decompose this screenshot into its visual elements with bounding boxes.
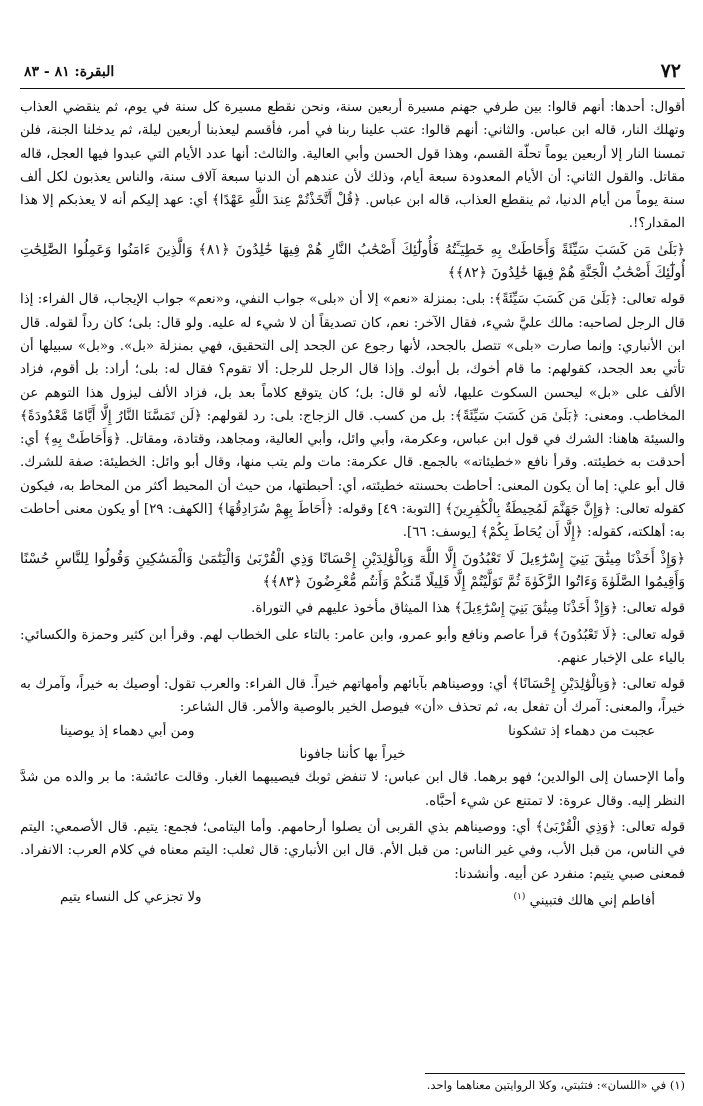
- poem-hemistich-right: عجبت من دهماء إذ تشكونا: [508, 723, 655, 739]
- page-header: [20, 58, 685, 89]
- page-number: ٧٢: [660, 60, 681, 82]
- paragraph-intro: أقوال: أحدها: أنهم قالوا: بين طرفي جهنم مسيرة أربعين سنة، ونحن نقطع مسيرة كل سنة في يوم، ثم ينقضي العذاب وتهلك النار، قاله ابن عباس. والثاني: أنهم قالوا: عتب علينا ربنا في أمر، فأقسم ليعذبنا أربعين ليلة، ثم يدخلنا الجنة، فلن تمسنا النار إلا أربعين يوماً تحلّة القسم، وهذا قول الحسن وأبي العالية. والثالث: أنها عدد الأيام التي عبدوا فيها العجل، قاله مقاتل. والقول الثاني: أن الأيام المعدودة سبعة أيام، وذلك لأن عندهم أن الدنيا سبعة آلاف سنة، والناس يعذبون لكل ألف سنة يوماً من أيام الدنيا، ثم ينقطع العذاب، قاله ابن عباس. ﴿قُلْ أَتَّخَذْتُمْ عِندَ اللَّهِ عَهْدًا﴾ أي: عهد إليكم أنه لا يعذبكم إلا هذا المقدار؟!.: [20, 100, 685, 232]
- paragraph-mithaq: قوله تعالى: ﴿وَإِذْ أَخَذْنَا مِيثَٰقَ بَنِيٓ إِسْرَٰٓءِيلَ﴾ هذا الميثاق مأخوذ عليهم في التوراة.: [251, 601, 685, 617]
- paragraph-la-tabuduna: قوله تعالى: ﴿لَا تَعْبُدُونَ﴾ قرأ عاصم ونافع وأبو عمرو، وابن عامر: بالتاء على الخطاب لهم. وقرأ ابن كثير وحمزة والكسائي: بالياء على الإخبار عنهم.: [20, 627, 685, 666]
- footnote-divider: [425, 1073, 685, 1074]
- poem-verse-2: خيراً بها كأننا جافونا: [299, 747, 406, 763]
- footnote: (١) في «اللسان»: فتثبتي، وكلا الروايتين معناهما واحد.: [426, 1078, 685, 1092]
- poem-verse-1: [20, 720, 685, 743]
- running-head: البقرة: ٨١ - ٨٣: [24, 64, 115, 80]
- poem-text: أفاطم إني هالك فتبيني: [529, 893, 655, 909]
- poem-hemistich-left: ومن أبي دهماء إذ يوصينا: [60, 723, 195, 739]
- body-text: [20, 96, 685, 913]
- poem-verse-3: [20, 886, 685, 913]
- paragraph-walidayn: قوله تعالى: ﴿وَبِالْوَٰلِدَيْنِ إِحْسَانًا﴾ أي: ووصيناهم بآبائهم وأمهاتهم خيراً. قال الفراء: والعرب تقول: أوصيك به خيراً، وآمرك به خيراً، والمعنى: آمرك أن تفعل به، ثم تحذف «أن» فيوصل الخير بالوصية والأمر. قال الشاعر:: [20, 677, 685, 716]
- footnote-marker: (١): [513, 891, 526, 902]
- poem-hemistich-left: ولا تجزعي كل النساء يتيم: [60, 889, 202, 905]
- quran-verse-81-82: ﴿بَلَىٰ مَن كَسَبَ سَيِّئَةً وَأَحَاطَتْ بِهِ خَطِيٓـَٔتُهُ فَأُولَٰٓئِكَ أَصْحَٰبُ النَّارِ هُمْ فِيهَا خَٰلِدُونَ ﴿٨١﴾ وَالَّذِينَ ءَامَنُوا وَعَمِلُوا الصَّٰلِحَٰتِ أُولَٰٓئِكَ أَصْحَٰبُ الْجَنَّةِ هُمْ فِيهَا خَٰلِدُونَ ﴿٨٢﴾﴾: [20, 241, 686, 282]
- poem-hemistich-right: [513, 886, 655, 913]
- quran-verse-83: ﴿وَإِذْ أَخَذْنَا مِيثَٰقَ بَنِيٓ إِسْرَٰٓءِيلَ لَا تَعْبُدُونَ إِلَّا اللَّهَ وَبِالْوَٰلِدَيْنِ إِحْسَانًا وَذِي الْقُرْبَىٰ وَالْيَتَٰمَىٰ وَالْمَسَٰكِينِ وَقُولُوا لِلنَّاسِ حُسْنًا وَأَقِيمُوا الصَّلَوٰةَ وَءَاتُوا الزَّكَوٰةَ ثُمَّ تَوَلَّيْتُمْ إِلَّا قَلِيلًا مِّنكُمْ وَأَنتُم مُّعْرِضُونَ ﴿٨٣﴾﴾: [20, 550, 685, 590]
- book-page: [20, 0, 685, 1106]
- paragraph-qurba: قوله تعالى: ﴿وَذِي الْقُرْبَىٰ﴾ أي: ووصيناهم بذي القربى أن يصلوا أرحامهم. وأما اليتامى؛ فجمع: يتيم. قال الأصمعي: اليتم في الناس، من قبل الأب، وفي غير الناس: من قبل الأم. قال ابن الأنباري: قال ثعلب: اليتم معناه في كلام العرب: الانفراد. فمعنى صبي يتيم: منفرد عن أبيه. وأنشدنا:: [20, 819, 685, 882]
- paragraph-ihsan: وأما الإحسان إلى الوالدين؛ فهو برهما. قال ابن عباس: لا تنفض ثوبك فيصيبهما الغبار. وقالت عائشة: ما بر والده من شدَّ النظر إليه. وقال عروة: لا تمتنع عن شيء أحبَّاه.: [20, 770, 685, 809]
- paragraph-bala: قوله تعالى: ﴿بَلَىٰ مَن كَسَبَ سَيِّئَةً﴾: بلى: بمنزلة «نعم» إلا أن «بلى» جواب النفي، و«نعم» جواب الإيجاب، قال الفراء: إذا قال الرجل لصاحبه: مالك عليَّ شيء، فقال الآخر: نعم، كان تصديقاً أن لا شيء له عليه. ولو قال: بلى؛ كان رداً لقوله. قال ابن الأنباري: وإنما صارت «بلى» تتصل بالجحد، لأنها رجوع عن الجحد إلى التحقيق، فهي بمنزلة «بل». و«بل» سبيلها أن تأتي بعد الجحد، كقولهم: ما قام أخوك، بل أبوك. وإذا قال الرجل للرجل: ألا تقوم؟ فقال له: بلى؛ أراد: بل أقوم، فزاد الألف على «بل» ليحسن السكوت عليها، لأنه لو قال: بل؛ كان يتوقع كلاماً بعد بل، فزاد الألف ليزول هذا التوهم عن المخاطب. ومعنى: ﴿بَلَىٰ مَن كَسَبَ سَيِّئَةً﴾: بل من كسب. قال الزجاج: بلى: رد لقولهم: ﴿لَن تَمَسَّنَا النَّارُ إِلَّا أَيَّامًا مَّعْدُودَةً﴾ والسيئة هاهنا: الشرك في قول ابن عباس، وعكرمة، وأبي وائل، وأبي العالية، ومجاهد، وقتادة، ومقاتل. ﴿وَأَحَاطَتْ بِهِ﴾ أي: أحدقت به خطيئته. وقرأ نافع «خطيئاته» بالجمع. قال عكرمة: مات ولم يتب منها، وقال أبو وائل: الخطيئة: صفة للشرك. قال أبو علي: إما أن يكون المعنى: أحاطت بحسنته خطيئته، أي: أحبطتها، من حيث أن المحيط أكثر من المحاط به، فيكون كقوله تعالى: ﴿وَإِنَّ جَهَنَّمَ لَمُحِيطَةٌ بِالْكَٰفِرِينَ﴾ [التوبة: ٤٩] وقوله: ﴿أَحَاطَ بِهِمْ سُرَادِقُهَا﴾ [الكهف: ٢٩] أو يكون معنى أحاطت به: أهلكته، كقوله: ﴿إِلَّا أَن يُحَاطَ بِكُمْ﴾ [يوسف: ٦٦].: [20, 292, 686, 541]
